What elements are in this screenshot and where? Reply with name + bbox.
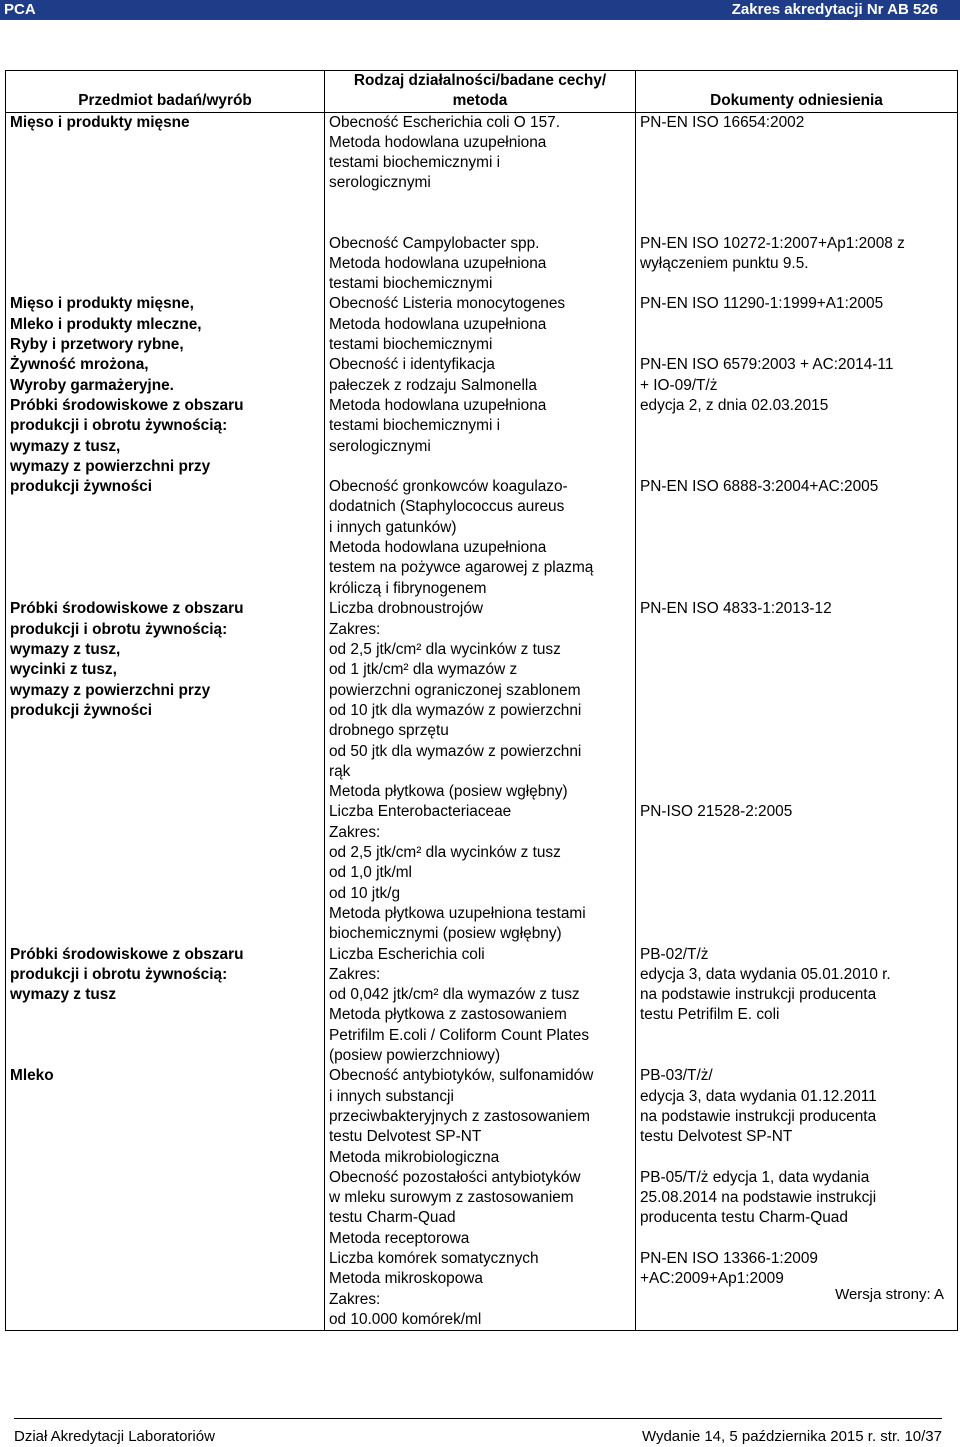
cell-line: Zakres: [329, 1290, 381, 1308]
cell-line [640, 620, 953, 640]
cell-line: produkcji żywności [10, 478, 152, 496]
cell-line: Zakres: [329, 823, 381, 841]
cell-line [640, 437, 953, 457]
cell-line [640, 782, 953, 802]
table-row [6, 945, 958, 1067]
cell-line: i innych substancji [329, 1087, 454, 1105]
cell-line [640, 1148, 953, 1168]
column-header-product: Przedmiot badań/wyrób [6, 71, 325, 113]
cell-product [6, 599, 325, 944]
cell-line [640, 721, 953, 741]
cell-line: edycja 3, data wydania 01.12.2011 [640, 1087, 877, 1105]
cell-line: produkcji i obrotu żywnością: [10, 620, 228, 638]
cell-line: od 10 jtk dla wymazów z powierzchni [329, 701, 582, 719]
cell-line: Żywność mrożona, [10, 356, 149, 374]
cell-line: Liczba Enterobacteriaceae [329, 803, 512, 821]
cell-line: Wyroby garmażeryjne. [10, 376, 174, 394]
cell-line: Metoda hodowlana uzupełniona [329, 254, 547, 272]
cell-line: PN-EN ISO 4833-1:2013-12 [640, 600, 832, 618]
cell-activity [325, 294, 636, 599]
table-row [6, 234, 958, 295]
cell-line: wyłączeniem punktu 9.5. [640, 254, 809, 272]
cell-line: testu Delvotest SP-NT [640, 1128, 793, 1146]
cell-line: testami biochemicznymi [329, 275, 493, 293]
cell-line: Obecność pozostałości antybiotyków [329, 1168, 581, 1186]
cell-line: Liczba drobnoustrojów [329, 600, 483, 618]
cell-line: testami biochemicznymi [329, 336, 493, 354]
cell-documents [636, 599, 958, 944]
header-right: Zakres akredytacji Nr AB 526 [731, 1, 938, 18]
cell-activity [325, 1066, 636, 1330]
cell-documents [636, 234, 958, 295]
cell-line: Metoda receptorowa [329, 1229, 470, 1247]
cell-line: Obecność gronkowców koagulazo- [329, 478, 568, 496]
cell-line: drobnego sprzętu [329, 722, 449, 740]
cell-line: produkcji żywności [10, 701, 152, 719]
cell-line [640, 1229, 953, 1249]
cell-line: Obecność Campylobacter spp. [329, 234, 540, 252]
cell-line: Mleko [10, 1067, 54, 1085]
cell-line: testami biochemicznymi i [329, 417, 501, 435]
cell-line: PN-EN ISO 11290-1:1999+A1:2005 [640, 295, 884, 313]
cell-product [6, 294, 325, 599]
cell-line: od 2,5 jtk/cm² dla wycinków z tusz [329, 844, 561, 862]
cell-line: testu Petrifilm E. coli [640, 1006, 780, 1024]
cell-line: wymazy z powierzchni przy [10, 681, 211, 699]
cell-line: producenta testu Charm-Quad [640, 1209, 848, 1227]
cell-line: Liczba komórek somatycznych [329, 1249, 539, 1267]
cell-line: biochemicznymi (posiew wgłębny) [329, 925, 562, 943]
cell-line: PN-EN ISO 10272-1:2007+Ap1:2008 z [640, 234, 905, 252]
cell-line: Próbki środowiskowe z obszaru [10, 945, 244, 963]
cell-line [640, 681, 953, 701]
cell-line [640, 762, 953, 782]
cell-line: serologicznymi [329, 174, 431, 192]
cell-line: PB-02/T/ż [640, 945, 709, 963]
cell-line: Metoda płytkowa uzupełniona testami [329, 904, 586, 922]
cell-line: Mięso i produkty mięsne [10, 113, 190, 131]
cell-activity [325, 599, 636, 944]
cell-line: Obecność Escherichia coli O 157. [329, 113, 560, 131]
cell-line [640, 335, 953, 355]
cell-line: w mleku surowym z zastosowaniem [329, 1189, 574, 1207]
table-row [6, 1066, 958, 1330]
cell-product [6, 945, 325, 1067]
cell-line: serologicznymi [329, 437, 431, 455]
cell-line: od 1,0 jtk/ml [329, 864, 412, 882]
cell-line: Metoda mikroskopowa [329, 1270, 483, 1288]
cell-line: wymazy z tusz, [10, 437, 121, 455]
cell-line: od 1 jtk/cm² dla wymazów z [329, 661, 518, 679]
cell-line [640, 660, 953, 680]
table-row [6, 599, 958, 944]
cell-line: Metoda płytkowa (posiew wgłębny) [329, 783, 568, 801]
cell-line: PN-ISO 21528-2:2005 [640, 803, 793, 821]
cell-line: rąk [329, 762, 351, 780]
cell-line: Liczba Escherichia coli [329, 945, 485, 963]
cell-line: Metoda płytkowa z zastosowaniem [329, 1006, 567, 1024]
cell-activity [325, 234, 636, 295]
cell-line: od 10 jtk/g [329, 884, 401, 902]
cell-line: wycinki z tusz, [10, 661, 117, 679]
cell-line: od 0,042 jtk/cm² dla wymazów z tusz [329, 986, 580, 1004]
cell-line: Mleko i produkty mleczne, [10, 315, 202, 333]
cell-line: wymazy z tusz [10, 986, 117, 1004]
cell-documents [636, 112, 958, 234]
cell-documents [636, 294, 958, 599]
cell-line: 25.08.2014 na podstawie instrukcji [640, 1189, 877, 1207]
cell-line: Metoda hodowlana uzupełniona [329, 396, 547, 414]
cell-line: wymazy z tusz, [10, 641, 121, 659]
footer-right: Wydanie 14, 5 października 2015 r. str. 10/37 [641, 1428, 942, 1445]
cell-line: +AC:2009+Ap1:2009 [640, 1270, 784, 1288]
cell-activity [325, 945, 636, 1067]
accreditation-table [5, 70, 958, 1331]
cell-line: Metoda hodowlana uzupełniona [329, 539, 547, 557]
cell-line: Metoda mikrobiologiczna [329, 1148, 500, 1166]
column-header-documents: Dokumenty odniesienia [636, 71, 958, 113]
cell-line: PN-EN ISO 16654:2002 [640, 113, 805, 131]
cell-product [6, 1066, 325, 1330]
cell-product [6, 112, 325, 234]
cell-documents [636, 945, 958, 1067]
cell-line: na podstawie instrukcji producenta [640, 1107, 877, 1125]
cell-line: od 10.000 komórek/ml [329, 1310, 482, 1328]
cell-line: Próbki środowiskowe z obszaru [10, 396, 244, 414]
cell-line: powierzchni ograniczonej szablonem [329, 681, 581, 699]
cell-line: testu Charm-Quad [329, 1209, 456, 1227]
table-header-row [6, 71, 958, 113]
cell-line: Obecność i identyfikacja [329, 356, 495, 374]
cell-line: przeciwbakteryjnych z zastosowaniem [329, 1107, 590, 1125]
cell-line: + IO-09/T/ż [640, 376, 718, 394]
cell-line: na podstawie instrukcji producenta [640, 986, 877, 1004]
version-label: Wersja strony: A [835, 1286, 944, 1303]
cell-line: produkcji i obrotu żywnością: [10, 417, 228, 435]
cell-line [329, 457, 631, 477]
cell-line [640, 416, 953, 436]
cell-line: edycja 3, data wydania 05.01.2010 r. [640, 965, 891, 983]
cell-line: testami biochemicznymi i [329, 154, 501, 172]
cell-line: produkcji i obrotu żywnością: [10, 965, 228, 983]
cell-activity [325, 112, 636, 234]
cell-line: Metoda hodowlana uzupełniona [329, 315, 547, 333]
cell-line: Obecność antybiotyków, sulfonamidów [329, 1067, 594, 1085]
cell-line: Ryby i przetwory rybne, [10, 336, 184, 354]
cell-line: wymazy z powierzchni przy [10, 457, 211, 475]
cell-line [640, 742, 953, 762]
cell-line [640, 457, 953, 477]
cell-line: PB-05/T/ż edycja 1, data wydania [640, 1168, 870, 1186]
cell-line: (posiew powierzchniowy) [329, 1047, 501, 1065]
header-bar [0, 0, 960, 20]
footer-left: Dział Akredytacji Laboratoriów [14, 1428, 215, 1445]
cell-line: pałeczek z rodzaju Salmonella [329, 376, 537, 394]
cell-line: testu Delvotest SP-NT [329, 1128, 482, 1146]
cell-line: króliczą i fibrynogenem [329, 579, 487, 597]
cell-line [640, 701, 953, 721]
cell-line: PN-EN ISO 13366-1:2009 [640, 1249, 818, 1267]
cell-line: Metoda hodowlana uzupełniona [329, 133, 547, 151]
cell-line: PN-EN ISO 6579:2003 + AC:2014-11 [640, 356, 894, 374]
table-row [6, 112, 958, 234]
header-left: PCA [4, 1, 36, 18]
footer-divider [14, 1418, 942, 1419]
cell-line: Petrifilm E.coli / Coliform Count Plates [329, 1026, 590, 1044]
cell-line: testem na pożywce agarowej z plazmą [329, 559, 594, 577]
cell-line: PB-03/T/ż/ [640, 1067, 713, 1085]
cell-line: edycja 2, z dnia 02.03.2015 [640, 396, 829, 414]
cell-line: od 2,5 jtk/cm² dla wycinków z tusz [329, 641, 561, 659]
table-row [6, 294, 958, 599]
column-header-activity: Rodzaj działalności/badane cechy/ metoda [325, 71, 636, 113]
cell-line: Zakres: [329, 620, 381, 638]
cell-line [640, 315, 953, 335]
cell-line: i innych gatunków) [329, 518, 457, 536]
cell-line: dodatnich (Staphylococcus aureus [329, 498, 565, 516]
cell-line [640, 640, 953, 660]
cell-line: PN-EN ISO 6888-3:2004+AC:2005 [640, 478, 879, 496]
cell-line: Obecność Listeria monocytogenes [329, 295, 566, 313]
cell-product [6, 234, 325, 295]
cell-line: od 50 jtk dla wymazów z powierzchni [329, 742, 582, 760]
cell-line: Próbki środowiskowe z obszaru [10, 600, 244, 618]
cell-line: Mięso i produkty mięsne, [10, 295, 194, 313]
cell-line: Zakres: [329, 965, 381, 983]
